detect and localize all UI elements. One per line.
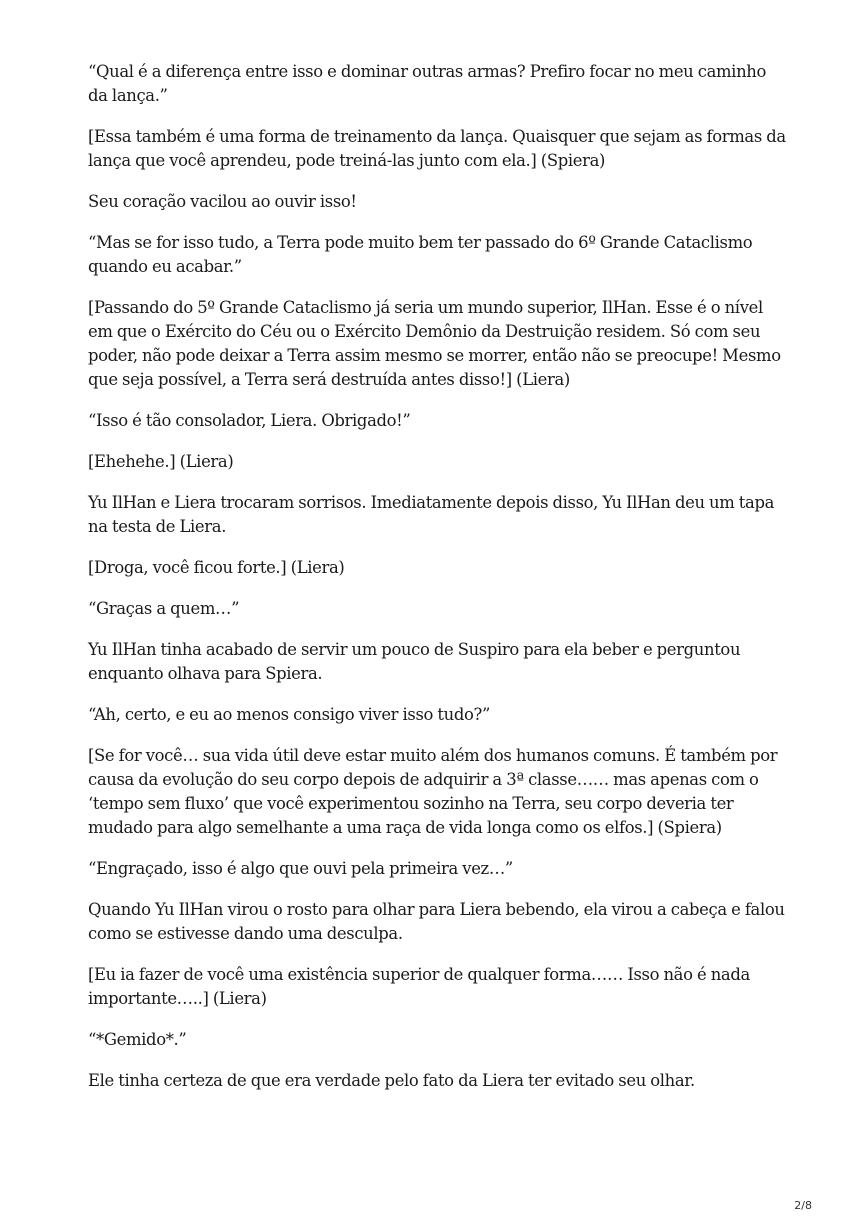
- paragraph: “Graças a quem…”: [88, 599, 240, 618]
- document-body: [88, 60, 788, 1110]
- paragraph: “Ah, certo, e eu ao menos consigo viver isso tudo?”: [88, 705, 490, 724]
- paragraph: “Isso é tão consolador, Liera. Obrigado!”: [88, 411, 411, 430]
- paragraph: [Eu ia fazer de você uma existência superior de qualquer forma…… Isso não é nada importante…..] (Liera): [88, 965, 750, 1008]
- paragraph: “*Gemido*.”: [88, 1030, 187, 1049]
- paragraph: “Qual é a diferença entre isso e dominar outras armas? Prefiro focar no meu caminho da lança.”: [88, 62, 766, 105]
- paragraph: [Ehehehe.] (Liera): [88, 452, 234, 471]
- paragraph: [Se for você… sua vida útil deve estar muito além dos humanos comuns. É também por causa da evolução do seu corpo depois de adquirir a 3ª classe…… mas apenas com o ‘tempo sem fluxo’ que você experimentou sozinho na Terra, seu corpo deveria ter mudado para algo semelhante a uma raça de vida longa como os elfos.] (Spiera): [88, 746, 778, 837]
- paragraph: Yu IlHan tinha acabado de servir um pouco de Suspiro para ela beber e perguntou enquanto olhava para Spiera.: [88, 640, 741, 683]
- paragraph: “Mas se for isso tudo, a Terra pode muito bem ter passado do 6º Grande Cataclismo quando eu acabar.”: [88, 233, 753, 276]
- paragraph: Quando Yu IlHan virou o rosto para olhar para Liera bebendo, ela virou a cabeça e falou como se estivesse dando uma desculpa.: [88, 900, 785, 943]
- paragraph: [Droga, você ficou forte.] (Liera): [88, 558, 345, 577]
- paragraph: [Essa também é uma forma de treinamento da lança. Quaisquer que sejam as formas da lança que você aprendeu, pode treiná-las junto com ela.] (Spiera): [88, 127, 786, 170]
- paragraph: “Engraçado, isso é algo que ouvi pela primeira vez…”: [88, 859, 513, 878]
- paragraph: [Passando do 5º Grande Cataclismo já seria um mundo superior, IlHan. Esse é o nível em que o Exército do Céu ou o Exército Demônio da Destruição residem. Só com seu poder, não pode deixar a Terra assim mesmo se morrer, então não se preocupe! Mesmo que seja possível, a Terra será destruída antes disso!] (Liera): [88, 298, 781, 389]
- paragraph: Ele tinha certeza de que era verdade pelo fato da Liera ter evitado seu olhar.: [88, 1071, 695, 1090]
- paragraph: Seu coração vacilou ao ouvir isso!: [88, 192, 357, 211]
- paragraph: Yu IlHan e Liera trocaram sorrisos. Imediatamente depois disso, Yu IlHan deu um tapa na testa de Liera.: [88, 493, 775, 536]
- page-number: 2/8: [794, 1199, 812, 1212]
